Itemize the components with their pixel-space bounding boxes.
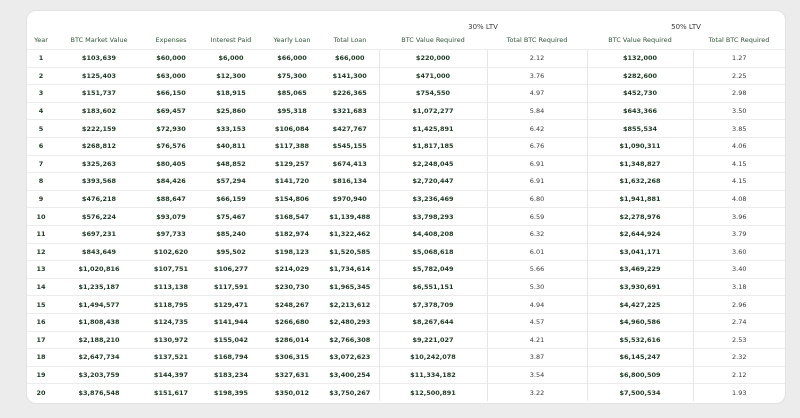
cell-interest-paid: $198,395 — [199, 384, 263, 401]
cell-yearly-loan: $85,065 — [263, 85, 321, 103]
cell-ltv30-total-btc-required: 3.87 — [487, 349, 587, 367]
cell-expenses: $88,647 — [143, 190, 199, 208]
cell-ltv50-btc-value-required: $3,469,229 — [587, 261, 693, 279]
cell-yearly-loan: $214,029 — [263, 261, 321, 279]
cell-interest-paid: $57,294 — [199, 173, 263, 191]
cell-yearly-loan: $129,257 — [263, 155, 321, 173]
cell-ltv30-total-btc-required: 6.91 — [487, 173, 587, 191]
cell-year: 15 — [27, 296, 55, 314]
cell-btc-market-value: $325,263 — [55, 155, 143, 173]
cell-ltv30-btc-value-required: $5,782,049 — [379, 261, 487, 279]
cell-total-loan: $3,400,254 — [321, 366, 379, 384]
cell-ltv50-btc-value-required: $1,941,881 — [587, 190, 693, 208]
cell-expenses: $124,735 — [143, 313, 199, 331]
cell-interest-paid: $117,591 — [199, 278, 263, 296]
cell-total-loan: $2,766,308 — [321, 331, 379, 349]
cell-expenses: $63,000 — [143, 67, 199, 85]
cell-btc-market-value: $476,218 — [55, 190, 143, 208]
cell-ltv50-btc-value-required: $5,532,616 — [587, 331, 693, 349]
cell-ltv50-btc-value-required: $132,000 — [587, 50, 693, 68]
cell-yearly-loan: $327,631 — [263, 366, 321, 384]
cell-expenses: $97,733 — [143, 225, 199, 243]
table-row — [27, 120, 785, 138]
cell-ltv30-total-btc-required: 6.01 — [487, 243, 587, 261]
cell-btc-market-value: $576,224 — [55, 208, 143, 226]
cell-ltv30-total-btc-required: 6.59 — [487, 208, 587, 226]
cell-interest-paid: $129,471 — [199, 296, 263, 314]
column-header-ltv50-total-btc-required: Total BTC Required — [708, 36, 770, 44]
cell-total-loan: $66,000 — [321, 50, 379, 68]
cell-ltv30-btc-value-required: $11,334,182 — [379, 366, 487, 384]
cell-expenses: $76,576 — [143, 137, 199, 155]
cell-expenses: $107,751 — [143, 261, 199, 279]
cell-interest-paid: $12,300 — [199, 67, 263, 85]
cell-expenses: $66,150 — [143, 85, 199, 103]
column-header-ltv30-btc-value-required: BTC Value Required — [401, 36, 465, 44]
column-header-row — [27, 31, 785, 50]
cell-total-loan: $427,767 — [321, 120, 379, 138]
cell-ltv50-total-btc-required: 2.74 — [693, 313, 785, 331]
cell-expenses: $80,405 — [143, 155, 199, 173]
cell-ltv50-total-btc-required: 2.98 — [693, 85, 785, 103]
group-header-30-ltv: 30% LTV — [468, 23, 498, 31]
cell-interest-paid: $6,000 — [199, 50, 263, 68]
table-body — [27, 50, 785, 401]
cell-expenses: $102,620 — [143, 243, 199, 261]
cell-ltv30-total-btc-required: 6.80 — [487, 190, 587, 208]
cell-interest-paid: $75,467 — [199, 208, 263, 226]
cell-ltv50-total-btc-required: 2.12 — [693, 366, 785, 384]
table-row — [27, 313, 785, 331]
cell-ltv50-btc-value-required: $855,534 — [587, 120, 693, 138]
cell-btc-market-value: $2,188,210 — [55, 331, 143, 349]
cell-total-loan: $545,155 — [321, 137, 379, 155]
cell-expenses: $130,972 — [143, 331, 199, 349]
cell-ltv30-btc-value-required: $5,068,618 — [379, 243, 487, 261]
cell-total-loan: $321,683 — [321, 102, 379, 120]
cell-expenses: $84,426 — [143, 173, 199, 191]
cell-btc-market-value: $2,647,734 — [55, 349, 143, 367]
cell-total-loan: $816,134 — [321, 173, 379, 191]
cell-btc-market-value: $697,231 — [55, 225, 143, 243]
cell-yearly-loan: $182,974 — [263, 225, 321, 243]
cell-ltv50-btc-value-required: $1,348,827 — [587, 155, 693, 173]
cell-btc-market-value: $3,876,548 — [55, 384, 143, 401]
column-header-year: Year — [34, 36, 48, 44]
table-row — [27, 190, 785, 208]
cell-btc-market-value: $1,808,438 — [55, 313, 143, 331]
cell-interest-paid: $155,042 — [199, 331, 263, 349]
cell-total-loan: $1,520,585 — [321, 243, 379, 261]
cell-interest-paid: $66,159 — [199, 190, 263, 208]
cell-ltv50-total-btc-required: 3.96 — [693, 208, 785, 226]
cell-yearly-loan: $66,000 — [263, 50, 321, 68]
cell-ltv30-total-btc-required: 3.54 — [487, 366, 587, 384]
table-row — [27, 366, 785, 384]
cell-btc-market-value: $222,159 — [55, 120, 143, 138]
cell-year: 8 — [27, 173, 55, 191]
cell-year: 20 — [27, 384, 55, 401]
cell-interest-paid: $40,811 — [199, 137, 263, 155]
group-header-row — [27, 15, 785, 31]
column-header-ltv50-btc-value-required: BTC Value Required — [608, 36, 672, 44]
cell-year: 17 — [27, 331, 55, 349]
cell-btc-market-value: $1,020,816 — [55, 261, 143, 279]
cell-ltv30-btc-value-required: $2,720,447 — [379, 173, 487, 191]
group-header-50-ltv: 50% LTV — [671, 23, 701, 31]
cell-ltv50-total-btc-required: 1.27 — [693, 50, 785, 68]
cell-yearly-loan: $248,267 — [263, 296, 321, 314]
cell-total-loan: $2,213,612 — [321, 296, 379, 314]
cell-total-loan: $1,734,614 — [321, 261, 379, 279]
cell-ltv50-btc-value-required: $6,145,247 — [587, 349, 693, 367]
cell-ltv30-btc-value-required: $471,000 — [379, 67, 487, 85]
cell-ltv50-total-btc-required: 4.06 — [693, 137, 785, 155]
cell-ltv30-total-btc-required: 4.21 — [487, 331, 587, 349]
cell-interest-paid: $33,153 — [199, 120, 263, 138]
column-header-ltv30-total-btc-required: Total BTC Required — [506, 36, 568, 44]
cell-ltv50-btc-value-required: $2,278,976 — [587, 208, 693, 226]
cell-ltv50-total-btc-required: 3.40 — [693, 261, 785, 279]
cell-ltv50-total-btc-required: 3.60 — [693, 243, 785, 261]
cell-ltv30-btc-value-required: $1,425,891 — [379, 120, 487, 138]
cell-ltv30-btc-value-required: $3,236,469 — [379, 190, 487, 208]
cell-expenses: $144,397 — [143, 366, 199, 384]
table-row — [27, 278, 785, 296]
cell-ltv30-btc-value-required: $1,817,185 — [379, 137, 487, 155]
cell-year: 3 — [27, 85, 55, 103]
table-row — [27, 384, 785, 401]
table-row — [27, 50, 785, 68]
cell-ltv50-total-btc-required: 2.32 — [693, 349, 785, 367]
cell-btc-market-value: $103,639 — [55, 50, 143, 68]
cell-ltv30-btc-value-required: $9,221,027 — [379, 331, 487, 349]
cell-btc-market-value: $393,568 — [55, 173, 143, 191]
cell-ltv50-total-btc-required: 1.93 — [693, 384, 785, 401]
cell-year: 5 — [27, 120, 55, 138]
table-row — [27, 208, 785, 226]
cell-total-loan: $970,940 — [321, 190, 379, 208]
cell-year: 14 — [27, 278, 55, 296]
cell-interest-paid: $95,502 — [199, 243, 263, 261]
cell-yearly-loan: $106,084 — [263, 120, 321, 138]
cell-yearly-loan: $286,014 — [263, 331, 321, 349]
cell-ltv30-total-btc-required: 4.97 — [487, 85, 587, 103]
cell-year: 18 — [27, 349, 55, 367]
cell-interest-paid: $25,860 — [199, 102, 263, 120]
cell-ltv50-btc-value-required: $1,090,311 — [587, 137, 693, 155]
cell-ltv50-total-btc-required: 4.15 — [693, 155, 785, 173]
cell-year: 12 — [27, 243, 55, 261]
cell-ltv50-total-btc-required: 4.08 — [693, 190, 785, 208]
cell-btc-market-value: $151,737 — [55, 85, 143, 103]
cell-ltv30-total-btc-required: 3.76 — [487, 67, 587, 85]
cell-btc-market-value: $3,203,759 — [55, 366, 143, 384]
cell-ltv30-total-btc-required: 5.66 — [487, 261, 587, 279]
table-row — [27, 296, 785, 314]
cell-interest-paid: $48,852 — [199, 155, 263, 173]
cell-ltv30-total-btc-required: 2.12 — [487, 50, 587, 68]
btc-loan-table-card — [26, 10, 786, 404]
cell-total-loan: $1,965,345 — [321, 278, 379, 296]
cell-interest-paid: $18,915 — [199, 85, 263, 103]
cell-ltv50-btc-value-required: $4,427,225 — [587, 296, 693, 314]
cell-interest-paid: $106,277 — [199, 261, 263, 279]
cell-btc-market-value: $1,235,187 — [55, 278, 143, 296]
cell-yearly-loan: $75,300 — [263, 67, 321, 85]
btc-loan-table — [27, 15, 785, 401]
cell-ltv30-total-btc-required: 4.57 — [487, 313, 587, 331]
cell-ltv50-total-btc-required: 2.25 — [693, 67, 785, 85]
cell-ltv50-total-btc-required: 3.18 — [693, 278, 785, 296]
cell-ltv30-btc-value-required: $8,267,644 — [379, 313, 487, 331]
cell-expenses: $113,138 — [143, 278, 199, 296]
cell-interest-paid: $183,234 — [199, 366, 263, 384]
column-header-total-loan: Total Loan — [333, 36, 367, 44]
cell-ltv30-total-btc-required: 6.91 — [487, 155, 587, 173]
cell-ltv30-total-btc-required: 5.30 — [487, 278, 587, 296]
cell-interest-paid: $85,240 — [199, 225, 263, 243]
cell-ltv30-btc-value-required: $754,550 — [379, 85, 487, 103]
cell-btc-market-value: $183,602 — [55, 102, 143, 120]
table-row — [27, 85, 785, 103]
cell-expenses: $69,457 — [143, 102, 199, 120]
cell-ltv50-btc-value-required: $2,644,924 — [587, 225, 693, 243]
cell-ltv30-btc-value-required: $3,798,293 — [379, 208, 487, 226]
cell-btc-market-value: $125,403 — [55, 67, 143, 85]
table-row — [27, 173, 785, 191]
table-row — [27, 102, 785, 120]
cell-ltv30-btc-value-required: $7,378,709 — [379, 296, 487, 314]
cell-yearly-loan: $198,123 — [263, 243, 321, 261]
cell-ltv50-btc-value-required: $452,730 — [587, 85, 693, 103]
table-row — [27, 261, 785, 279]
column-header-interest-paid: Interest Paid — [210, 36, 252, 44]
cell-yearly-loan: $168,547 — [263, 208, 321, 226]
column-header-btc-market-value: BTC Market Value — [70, 36, 128, 44]
cell-ltv50-btc-value-required: $3,041,171 — [587, 243, 693, 261]
table-row — [27, 331, 785, 349]
cell-year: 7 — [27, 155, 55, 173]
cell-year: 1 — [27, 50, 55, 68]
cell-year: 16 — [27, 313, 55, 331]
cell-ltv50-total-btc-required: 4.15 — [693, 173, 785, 191]
cell-ltv50-btc-value-required: $1,632,268 — [587, 173, 693, 191]
table-row — [27, 225, 785, 243]
cell-total-loan: $3,750,267 — [321, 384, 379, 401]
cell-year: 4 — [27, 102, 55, 120]
cell-year: 19 — [27, 366, 55, 384]
cell-expenses: $72,930 — [143, 120, 199, 138]
cell-yearly-loan: $230,730 — [263, 278, 321, 296]
cell-yearly-loan: $266,680 — [263, 313, 321, 331]
cell-ltv30-total-btc-required: 3.22 — [487, 384, 587, 401]
cell-year: 2 — [27, 67, 55, 85]
cell-btc-market-value: $1,494,577 — [55, 296, 143, 314]
cell-yearly-loan: $95,318 — [263, 102, 321, 120]
cell-ltv50-total-btc-required: 2.96 — [693, 296, 785, 314]
cell-expenses: $60,000 — [143, 50, 199, 68]
cell-ltv50-btc-value-required: $7,500,534 — [587, 384, 693, 401]
cell-btc-market-value: $268,812 — [55, 137, 143, 155]
cell-total-loan: $674,413 — [321, 155, 379, 173]
cell-ltv50-total-btc-required: 3.85 — [693, 120, 785, 138]
cell-ltv30-total-btc-required: 6.32 — [487, 225, 587, 243]
table-row — [27, 243, 785, 261]
cell-ltv50-total-btc-required: 2.53 — [693, 331, 785, 349]
column-header-yearly-loan: Yearly Loan — [273, 36, 311, 44]
cell-yearly-loan: $117,388 — [263, 137, 321, 155]
cell-ltv30-total-btc-required: 6.76 — [487, 137, 587, 155]
cell-ltv30-btc-value-required: $220,000 — [379, 50, 487, 68]
cell-total-loan: $141,300 — [321, 67, 379, 85]
cell-ltv30-btc-value-required: $4,408,208 — [379, 225, 487, 243]
cell-interest-paid: $168,794 — [199, 349, 263, 367]
cell-yearly-loan: $154,806 — [263, 190, 321, 208]
cell-ltv30-total-btc-required: 6.42 — [487, 120, 587, 138]
cell-ltv50-btc-value-required: $3,930,691 — [587, 278, 693, 296]
cell-ltv50-total-btc-required: 3.79 — [693, 225, 785, 243]
cell-year: 10 — [27, 208, 55, 226]
cell-year: 13 — [27, 261, 55, 279]
cell-total-loan: $226,365 — [321, 85, 379, 103]
cell-ltv30-btc-value-required: $1,072,277 — [379, 102, 487, 120]
cell-btc-market-value: $843,649 — [55, 243, 143, 261]
cell-year: 9 — [27, 190, 55, 208]
cell-ltv30-btc-value-required: $10,242,078 — [379, 349, 487, 367]
cell-yearly-loan: $141,720 — [263, 173, 321, 191]
column-header-expenses: Expenses — [155, 36, 187, 44]
cell-ltv30-btc-value-required: $2,248,045 — [379, 155, 487, 173]
table-row — [27, 137, 785, 155]
cell-year: 6 — [27, 137, 55, 155]
cell-ltv50-btc-value-required: $4,960,586 — [587, 313, 693, 331]
cell-expenses: $151,617 — [143, 384, 199, 401]
cell-ltv50-total-btc-required: 3.50 — [693, 102, 785, 120]
cell-expenses: $118,795 — [143, 296, 199, 314]
cell-total-loan: $1,139,488 — [321, 208, 379, 226]
cell-ltv50-btc-value-required: $6,800,509 — [587, 366, 693, 384]
cell-ltv50-btc-value-required: $643,366 — [587, 102, 693, 120]
cell-ltv50-btc-value-required: $282,600 — [587, 67, 693, 85]
cell-total-loan: $2,480,293 — [321, 313, 379, 331]
cell-yearly-loan: $350,012 — [263, 384, 321, 401]
cell-ltv30-btc-value-required: $6,551,151 — [379, 278, 487, 296]
cell-year: 11 — [27, 225, 55, 243]
cell-expenses: $93,079 — [143, 208, 199, 226]
cell-ltv30-total-btc-required: 4.94 — [487, 296, 587, 314]
table-row — [27, 155, 785, 173]
table-row — [27, 67, 785, 85]
cell-yearly-loan: $306,315 — [263, 349, 321, 367]
cell-ltv30-btc-value-required: $12,500,891 — [379, 384, 487, 401]
cell-ltv30-total-btc-required: 5.84 — [487, 102, 587, 120]
cell-total-loan: $1,322,462 — [321, 225, 379, 243]
cell-interest-paid: $141,944 — [199, 313, 263, 331]
cell-expenses: $137,521 — [143, 349, 199, 367]
table-row — [27, 349, 785, 367]
cell-total-loan: $3,072,623 — [321, 349, 379, 367]
